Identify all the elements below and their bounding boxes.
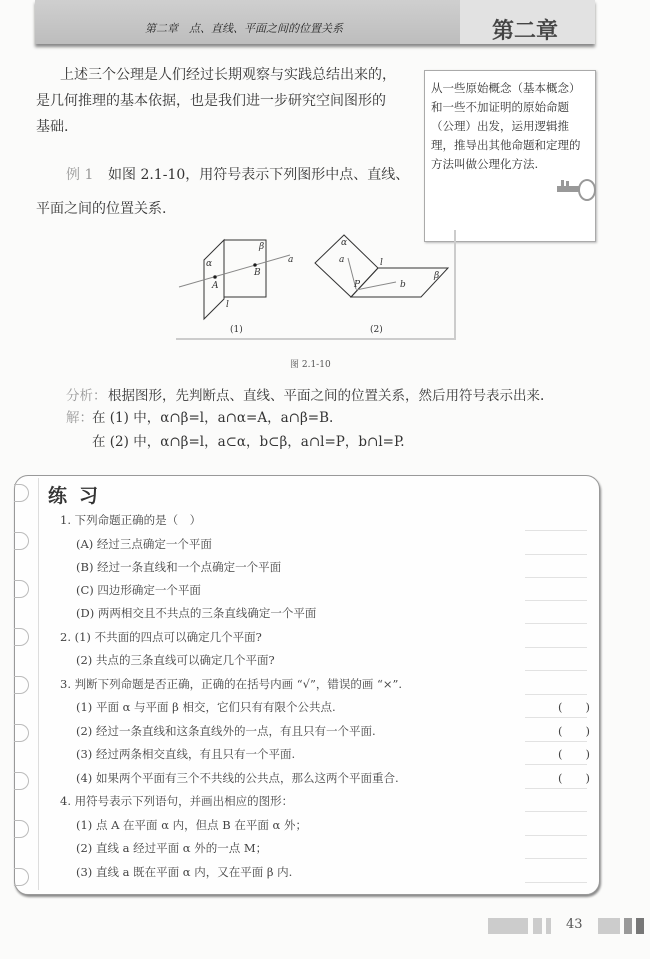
guide-line [525,530,587,531]
chapter-title: 第二章 点、直线、平面之间的位置关系 [145,22,343,35]
line-a-1 [179,255,290,287]
exercise-line: 3. 判断下列命题是否正确，正确的在括号内画 “√”，错误的画 “×”. [60,677,403,691]
label-l: l [380,258,383,268]
guide-line [525,858,587,859]
label-alpha: α [206,259,213,269]
point-A [214,276,217,279]
guide-line [525,764,587,765]
guide-line [525,835,587,836]
solution-line: 在 (2) 中，α∩β=l，a⊂α，b⊂β，a∩l=P，b∩l=P. [92,434,405,450]
answer-parentheses[interactable]: ( ) [558,700,590,714]
exercise-title: 练习 [48,485,111,507]
paragraph-line: 基础. [36,119,69,135]
guide-line [525,811,587,812]
label-P: P [354,280,361,290]
label-a: a [339,255,345,265]
label-B: B [254,268,261,278]
answer-parentheses[interactable]: ( ) [558,747,590,761]
exercise-line: (B) 经过一条直线和一个点确定一个平面 [76,560,282,574]
solution-label: 解： [66,410,93,426]
sub-label-1: (1) [230,325,243,335]
guide-line [525,741,587,742]
guide-line [525,717,587,718]
sub-label-2: (2) [370,325,383,335]
figure-caption: 图 2.1-10 [290,360,331,370]
label-b: b [400,280,406,290]
footer-bar [624,918,632,934]
line-b-2 [356,282,396,290]
exercise-line: (D) 两两相交且不共点的三条直线确定一个平面 [76,606,317,620]
guide-line [525,788,587,789]
footer-bar [533,918,542,934]
label-beta: β [259,242,265,252]
solution-line: 在 (1) 中，α∩β=l，a∩α=A，a∩β=B. [92,410,334,426]
paragraph-line: 上述三个公理是人们经过长期观察与实践总结出来的， [60,67,396,83]
guide-line [525,623,587,624]
label-A: A [212,281,219,291]
label-beta: β [434,271,440,281]
example-line: 平面之间的位置关系. [36,201,167,217]
exercise-line: 1. 下列命题正确的是（ ） [60,513,202,527]
footer-bar [598,918,620,934]
guide-line [525,577,587,578]
exercise-line: 2. (1) 不共面的四点可以确定几个平面? [60,630,262,644]
exercise-line: (2) 共点的三条直线可以确定几个平面? [76,653,275,667]
example-label: 例 1 [66,167,94,183]
exercise-line: (A) 经过三点确定一个平面 [76,537,212,551]
footer-bar [636,918,644,934]
exercise-line: (1) 点 A 在平面 α 内，但点 B 在平面 α 外； [76,818,307,832]
guide-line [525,694,587,695]
figure-diagram [176,230,456,340]
label-l: l [226,300,229,310]
guide-line [525,554,587,555]
answer-parentheses[interactable]: ( ) [558,771,590,785]
exercise-line: (3) 直线 a 既在平面 α 内，又在平面 β 内. [76,865,293,879]
point-B [254,264,257,267]
guide-line [525,882,587,883]
exercise-line: (1) 平面 α 与平面 β 相交，它们只有有限个公共点. [76,700,336,714]
exercise-line: (4) 如果两个平面有三个不共线的公共点，那么这两个平面重合. [76,771,399,785]
margin-rule [38,478,39,890]
exercise-line: 4. 用符号表示下列语句，并画出相应的图形： [60,794,294,808]
footer-bar [488,918,528,934]
label-a: a [288,255,294,265]
guide-line [525,670,587,671]
exercise-line: (2) 直线 a 经过平面 α 外的一点 M； [76,841,268,855]
guide-line [525,647,587,648]
answer-parentheses[interactable]: ( ) [558,724,590,738]
example-line: 如图 2.1-10，用符号表示下列图形中点、直线、 [108,167,410,183]
figure-box [176,230,456,340]
analysis-text: 根据图形，先判断点、直线、平面之间的位置关系，然后用符号表示出来. [108,388,545,404]
key-icon [555,178,599,206]
chapter-mark: 第二章 [492,19,559,44]
side-note-text: 从一些原始概念（基本概念）和一些不加证明的原始命题（公理）出发，运用逻辑推理，推导出其他命题和定理的方法叫做公理化方法. [431,81,581,171]
exercise-line: (C) 四边形确定一个平面 [76,583,201,597]
plane-alpha-1 [204,240,224,319]
guide-line [525,600,587,601]
exercise-line: (3) 经过两条相交直线，有且只有一个平面. [76,747,296,761]
analysis-label: 分析： [66,388,107,404]
label-alpha: α [341,238,348,248]
exercise-line: (2) 经过一条直线和这条直线外的一点，有且只有一个平面. [76,724,376,738]
footer-bar [546,918,551,934]
paragraph-line: 是几何推理的基本依据，也是我们进一步研究空间图形的 [36,93,386,109]
side-note [424,70,596,242]
page-number: 43 [566,917,583,932]
